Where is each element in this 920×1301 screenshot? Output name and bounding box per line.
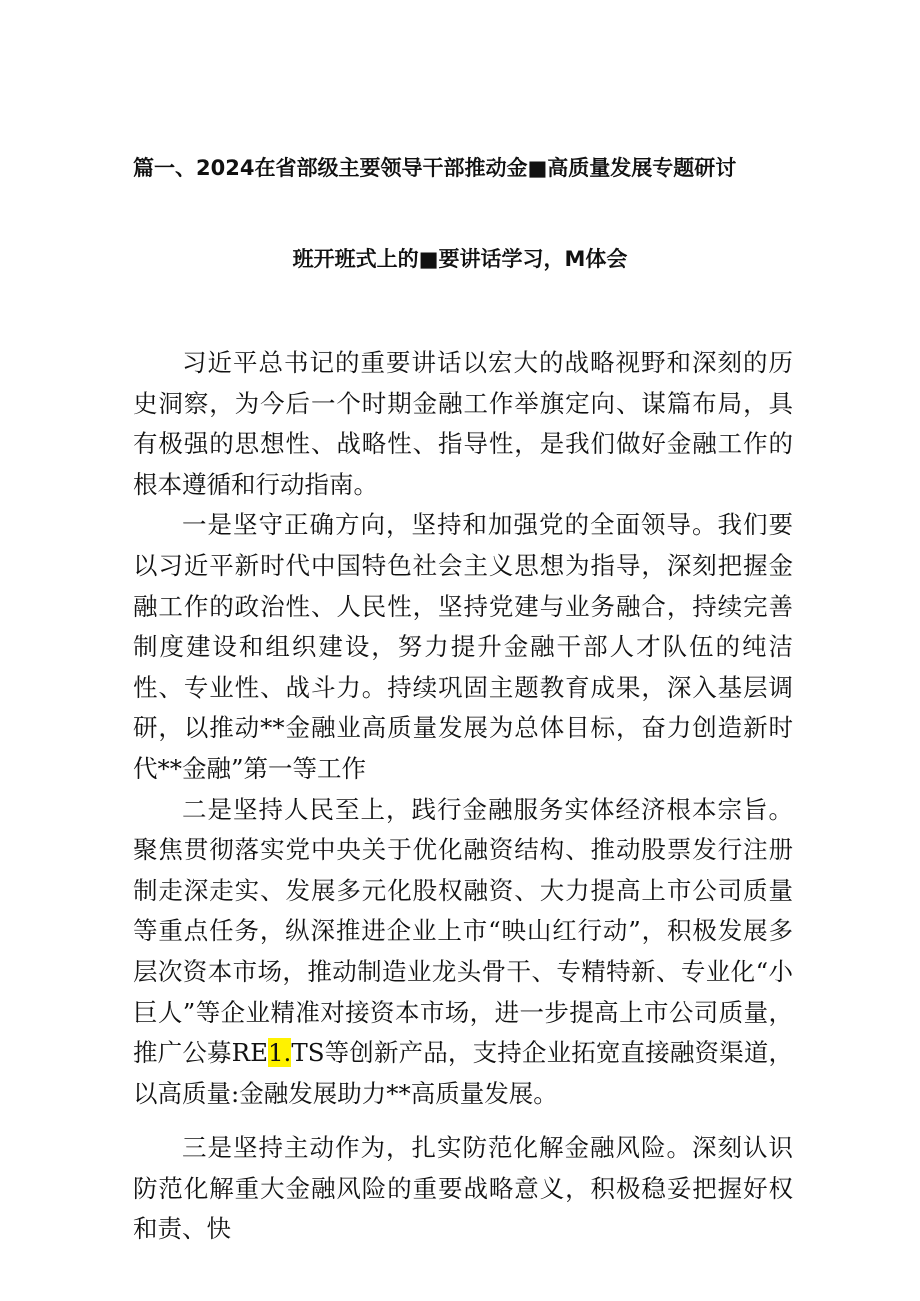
paragraph-text-segment: TS等创新产品，支持企业拓宽直接融资渠道，以高质量:金融发展助力**高质量发展。 xyxy=(133,1038,793,1108)
paragraph-point-three: 三是坚持主动作为，扎实防范化解金融风险。深刻认识防范化解重大金融风险的重要战略意义，积极稳妥把握好权和责、快 xyxy=(133,1133,793,1244)
highlighted-text: 1. xyxy=(267,1038,292,1068)
document-title-line-1: 篇一、2024在省部级主要领导干部推动金■高质量发展专题研讨 xyxy=(133,156,737,180)
document-body xyxy=(133,343,793,1250)
paragraph-point-one: 一是坚守正确方向，坚持和加强党的全面领导。我们要以习近平新时代中国特色社会主义思想为指导，深刻把握金融工作的政治性、人民性，坚持党建与业务融合，持续完善制度建设和组织建设，努力提升金融干部人才队伍的纯洁性、专业性、战斗力。持续巩固主题教育成果，深入基层调研，以推动**金融业高质量发展为总体目标，奋力创造新时代**金融”第一等工作 xyxy=(133,510,793,783)
document-title-line-2: 班开班式上的■要讲话学习，M体会 xyxy=(292,247,628,271)
paragraph-point-two xyxy=(133,790,793,1115)
paragraph-text-segment: 二是坚持人民至上，践行金融服务实体经济根本宗旨。聚焦贯彻落实党中央关于优化融资结构、推动股票发行注册制走深走实、发展多元化股权融资、大力提高上市公司质量等重点任务，纵深推进企业上市“映山红行动”，积极发展多层次资本市场，推动制造业龙头骨干、专精特新、专业化“小巨人”等企业精准对接资本市场，进一步提高上市公司质量，推广公募RE xyxy=(133,794,793,1068)
paragraph-intro: 习近平总书记的重要讲话以宏大的战略视野和深刻的历史洞察，为今后一个时期金融工作举旗定向、谋篇布局，具有极强的思想性、战略性、指导性，是我们做好金融工作的根本遵循和行动指南。 xyxy=(133,348,793,499)
